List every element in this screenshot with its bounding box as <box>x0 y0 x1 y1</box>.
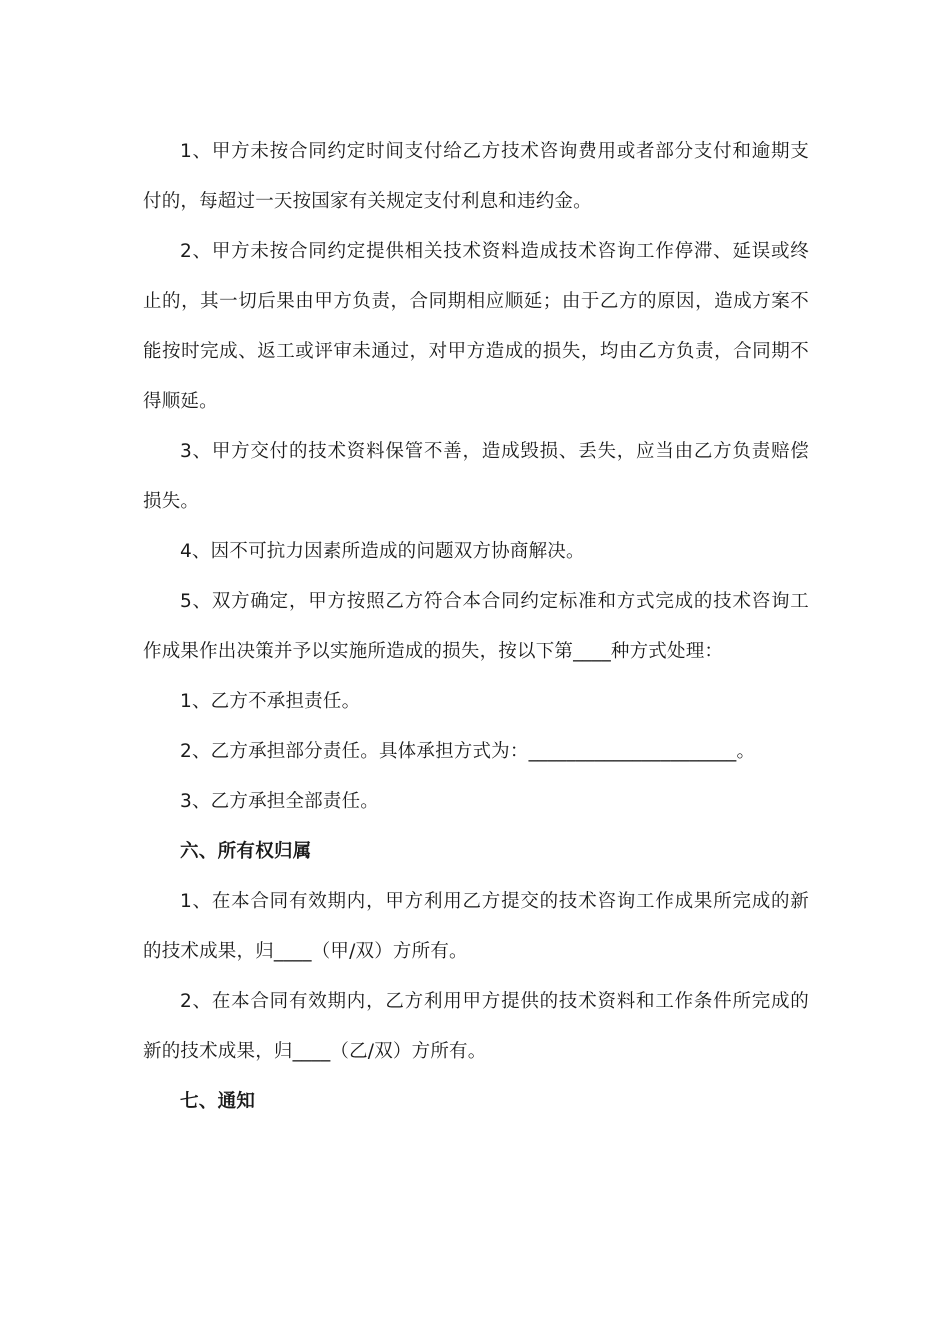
clause-ownership-party-b: 2、在本合同有效期内，乙方利用甲方提供的技术资料和工作条件所完成的新的技术成果，归____（乙/双）方所有。 <box>143 991 809 1062</box>
clause-late-payment: 1、甲方未按合同约定时间支付给乙方技术咨询费用或者部分支付和逾期支付的，每超过一天按国家有关规定支付利息和违约金。 <box>143 141 809 212</box>
option-partial-liability: 2、乙方承担部分责任。具体承担方式为：______________________。 <box>180 741 756 762</box>
clause-ownership-party-a: 1、在本合同有效期内，甲方利用乙方提交的技术咨询工作成果所完成的新的技术成果，归____（甲/双）方所有。 <box>143 891 809 962</box>
clause-decision-loss: 5、双方确定，甲方按照乙方符合本合同约定标准和方式完成的技术咨询工作成果作出决策并予以实施所造成的损失，按以下第____种方式处理： <box>143 591 809 662</box>
option-no-liability: 1、乙方不承担责任。 <box>180 691 361 712</box>
clause-force-majeure: 4、因不可抗力因素所造成的问题双方协商解决。 <box>180 541 585 562</box>
clause-missing-materials: 2、甲方未按合同约定提供相关技术资料造成技术咨询工作停滞、延误或终止的，其一切后果由甲方负责，合同期相应顺延；由于乙方的原因，造成方案不能按时完成、返工或评审未通过，对甲方造成的损失，均由乙方负责，合同期不得顺延。 <box>143 241 809 412</box>
clause-material-damage: 3、甲方交付的技术资料保管不善，造成毁损、丢失，应当由乙方负责赔偿损失。 <box>143 441 809 512</box>
document-body <box>143 127 809 1127</box>
section-heading-ownership: 六、所有权归属 <box>180 841 312 862</box>
section-heading-notice: 七、通知 <box>180 1091 256 1112</box>
option-full-liability: 3、乙方承担全部责任。 <box>180 791 379 812</box>
